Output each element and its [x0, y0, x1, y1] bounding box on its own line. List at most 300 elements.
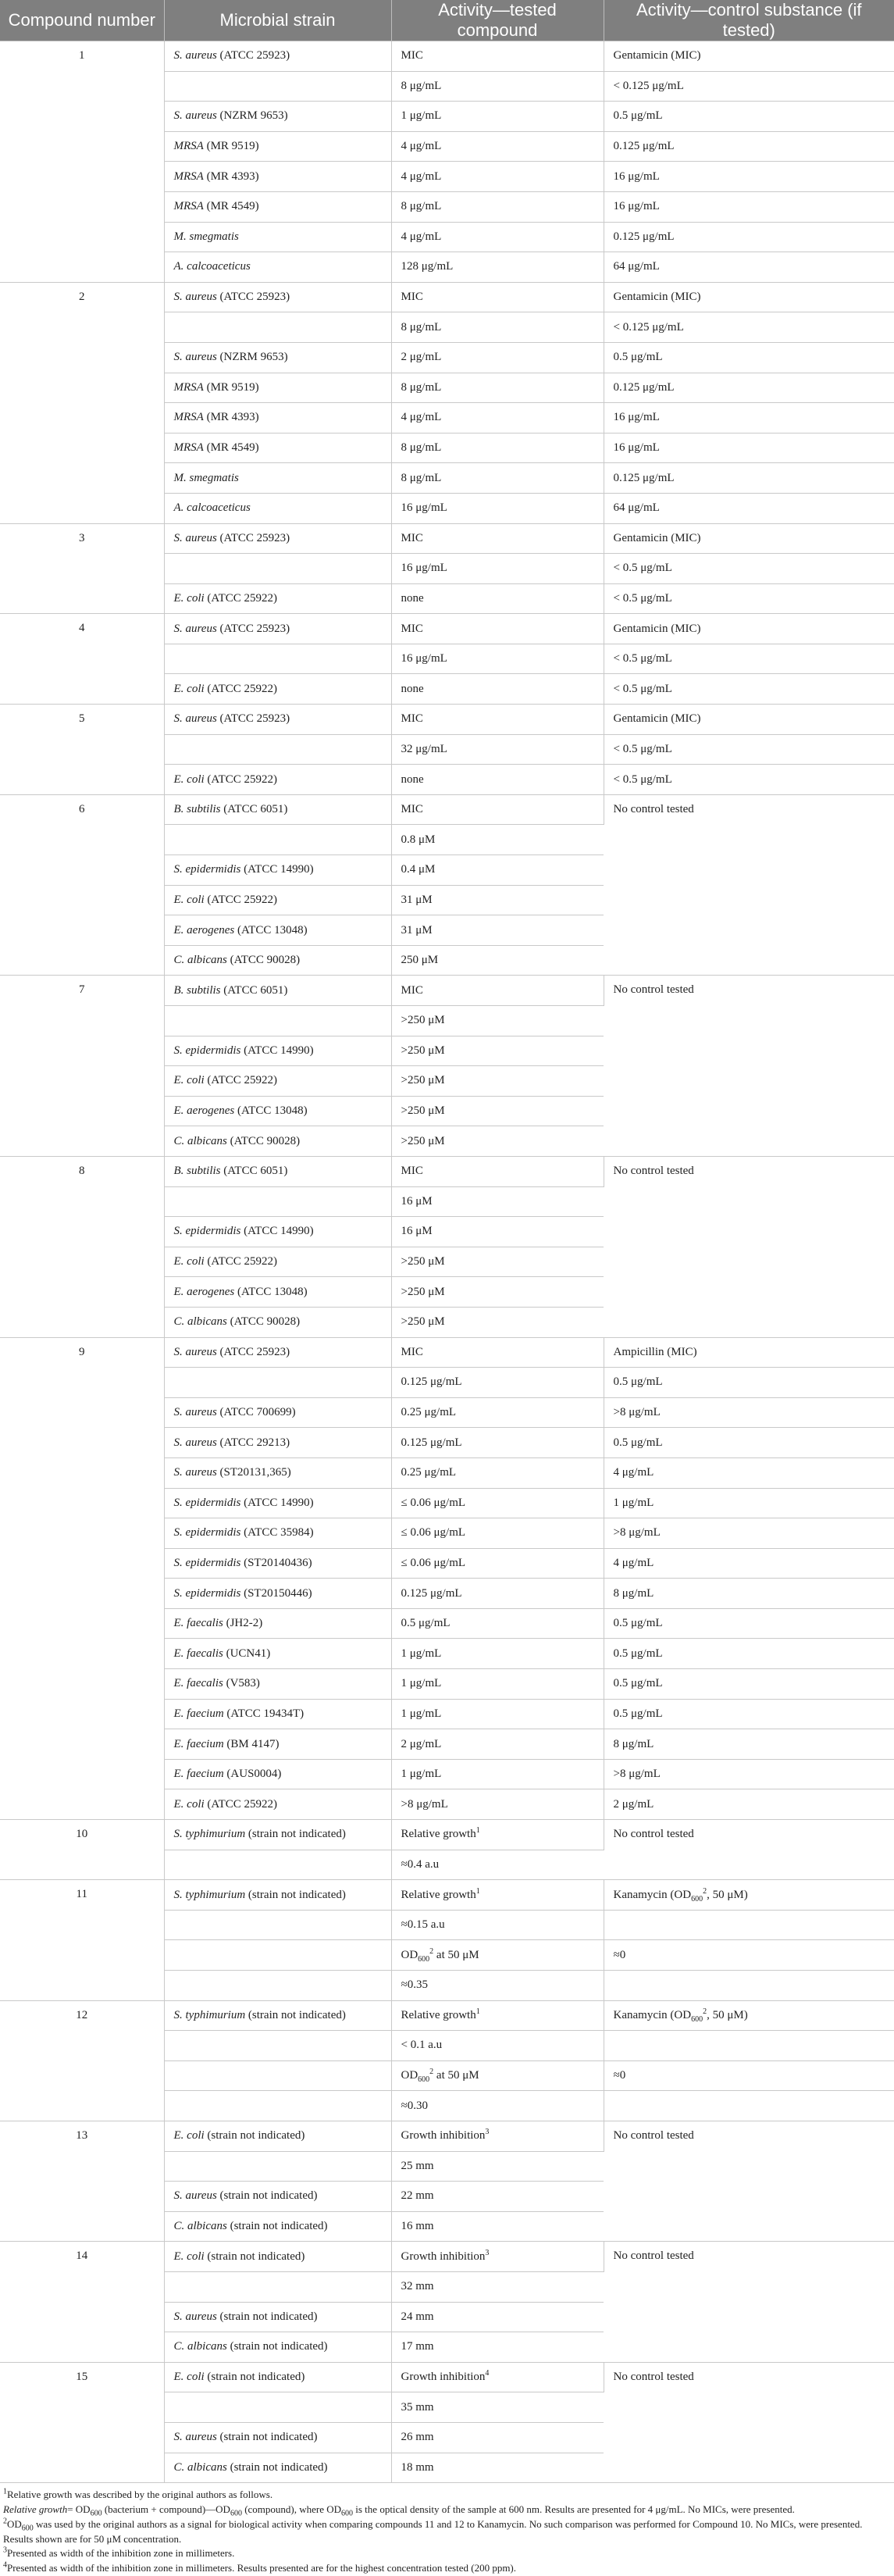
- compound-number: 5: [0, 705, 164, 795]
- activity-cell: [391, 2392, 604, 2423]
- activity-value: OD: [401, 1948, 419, 1961]
- activity-cell: [391, 1669, 604, 1700]
- control-value: ≈0: [613, 1948, 626, 1961]
- strain-species: S. aureus: [173, 2431, 217, 2444]
- activity-value: Growth inhibition: [401, 2129, 486, 2143]
- strain-cell: [164, 2182, 391, 2212]
- strain-species: S. aureus: [173, 1436, 217, 1449]
- table-body: [0, 41, 894, 2483]
- activity-cell: [391, 1639, 604, 1669]
- compound-number: 1: [0, 41, 164, 283]
- control-cell: [604, 614, 894, 644]
- activity-sup: 3: [485, 2248, 490, 2257]
- activity-value: 16 μM: [401, 1194, 433, 1208]
- strain-cell: [164, 2060, 391, 2091]
- activity-value: 1 μg/mL: [401, 1647, 442, 1660]
- activity-value: MIC: [401, 1165, 423, 1178]
- control-cell: [604, 252, 894, 283]
- control-value: < 0.5 μg/mL: [613, 772, 672, 786]
- activity-cell: [391, 915, 604, 946]
- control-cell: [604, 765, 894, 795]
- strain-species: S. aureus: [173, 291, 217, 304]
- table-row: [0, 2000, 894, 2031]
- strain-id: (strain not indicated): [245, 2008, 346, 2021]
- strain-cell: [164, 1579, 391, 1609]
- strain-cell: [164, 794, 391, 825]
- control-value: < 0.125 μg/mL: [613, 79, 684, 92]
- strain-cell: [164, 1669, 391, 1700]
- control-value: 0.125 μg/mL: [613, 471, 675, 484]
- strain-species: S. typhimurium: [173, 1828, 246, 1841]
- strain-species: S. aureus: [173, 109, 217, 123]
- strain-id: (BM 4147): [223, 1737, 280, 1750]
- strain-cell: [164, 1639, 391, 1669]
- activity-cell: [391, 433, 604, 463]
- strain-id: (ATCC 29213): [216, 1436, 290, 1449]
- strain-species: S. aureus: [173, 622, 217, 635]
- strain-id: (ATCC 14990): [240, 863, 314, 876]
- control-cell: [604, 162, 894, 192]
- activity-value: MIC: [401, 803, 423, 816]
- strain-species: M. smegmatis: [173, 230, 239, 243]
- control-cell: [604, 1548, 894, 1579]
- control-cell: [604, 705, 894, 735]
- activity-cell: [391, 2271, 604, 2302]
- strain-species: B. subtilis: [173, 983, 221, 997]
- strain-id: (strain not indicated): [245, 1828, 346, 1841]
- strain-species: M. smegmatis: [173, 471, 239, 484]
- strain-id: (ATCC 25923): [216, 622, 290, 635]
- strain-id: (ATCC 14990): [240, 1225, 314, 1238]
- control-value: ≈0: [613, 2069, 626, 2082]
- table-row: [0, 523, 894, 554]
- activity-value: 8 μg/mL: [401, 441, 442, 455]
- strain-cell: [164, 2422, 391, 2453]
- activity-cell: [391, 2182, 604, 2212]
- activity-cell: [391, 1850, 604, 1880]
- activity-value: 31 μM: [401, 923, 433, 937]
- activity-value: 4 μg/mL: [401, 169, 442, 183]
- activity-cell: [391, 1036, 604, 1066]
- control-value: 0.125 μg/mL: [613, 140, 675, 153]
- control-value: < 0.5 μg/mL: [613, 682, 672, 695]
- activity-cell: [391, 1488, 604, 1518]
- activity-value: MIC: [401, 622, 423, 635]
- activity-cell: [391, 554, 604, 584]
- control-tail: , 50 μM): [707, 1888, 748, 1901]
- strain-id: (ATCC 25923): [216, 291, 290, 304]
- strain-id: (JH2-2): [223, 1617, 263, 1630]
- activity-value: MIC: [401, 531, 423, 544]
- strain-id: (strain not indicated): [216, 2431, 318, 2444]
- activity-value: MIC: [401, 291, 423, 304]
- activity-value: 17 mm: [401, 2340, 434, 2353]
- control-value: < 0.5 μg/mL: [613, 591, 672, 605]
- control-cell: [604, 583, 894, 614]
- control-value: 8 μg/mL: [613, 1586, 654, 1600]
- strain-cell: [164, 885, 391, 915]
- activity-cell: [391, 1066, 604, 1097]
- control-value: 4 μg/mL: [613, 1466, 654, 1479]
- strain-cell: [164, 855, 391, 886]
- activity-cell: [391, 2332, 604, 2363]
- strain-species: S. aureus: [173, 1406, 217, 1419]
- activity-sub: 600: [418, 1954, 430, 1964]
- activity-cell: [391, 674, 604, 705]
- activity-sup: 4: [485, 2369, 490, 2378]
- compound-number: 7: [0, 976, 164, 1157]
- strain-species: C. albicans: [173, 2340, 227, 2353]
- activity-cell: [391, 1940, 604, 1971]
- strain-species: E. coli: [173, 2250, 205, 2263]
- strain-cell: [164, 1940, 391, 1971]
- control-value: 0.5 μg/mL: [613, 1647, 663, 1660]
- activity-cell: [391, 1217, 604, 1247]
- strain-species: MRSA: [173, 169, 204, 183]
- strain-cell: [164, 2453, 391, 2483]
- strain-cell: [164, 1186, 391, 1217]
- activity-cell: [391, 644, 604, 674]
- control-value: 1 μg/mL: [613, 1496, 654, 1509]
- control-sub: 600: [691, 2014, 703, 2024]
- control-cell: [604, 523, 894, 554]
- strain-cell: [164, 2151, 391, 2182]
- strain-species: E. coli: [173, 1797, 205, 1811]
- activity-value: 0.25 μg/mL: [401, 1466, 457, 1479]
- control-cell: [604, 1789, 894, 1820]
- activity-value: 1 μg/mL: [401, 1677, 442, 1690]
- control-value: 64 μg/mL: [613, 260, 660, 273]
- compound-number: 12: [0, 2000, 164, 2121]
- strain-cell: [164, 1337, 391, 1368]
- strain-cell: [164, 433, 391, 463]
- strain-cell: [164, 2242, 391, 2272]
- activity-value: 0.8 μM: [401, 833, 436, 846]
- control-value: 0.5 μg/mL: [613, 351, 663, 364]
- strain-id: (ATCC 700699): [216, 1406, 296, 1419]
- strain-cell: [164, 2211, 391, 2242]
- strain-species: S. aureus: [173, 49, 217, 62]
- activity-cell: [391, 191, 604, 222]
- activity-value: 0.125 μg/mL: [401, 1375, 462, 1389]
- strain-id: (ATCC 13048): [234, 1285, 308, 1298]
- strain-species: C. albicans: [173, 1315, 227, 1329]
- activity-value: < 0.1 a.u: [401, 2039, 443, 2052]
- activity-cell: [391, 403, 604, 433]
- activity-value: ≈0.35: [401, 1978, 428, 1992]
- strain-cell: [164, 1820, 391, 1850]
- control-cell: [604, 433, 894, 463]
- footnotes: [0, 2483, 894, 2576]
- control-value: Kanamycin (OD: [613, 2008, 692, 2021]
- control-cell: [604, 1699, 894, 1729]
- strain-cell: [164, 1247, 391, 1277]
- control-value: < 0.5 μg/mL: [613, 652, 672, 665]
- strain-cell: [164, 403, 391, 433]
- strain-id: (strain not indicated): [216, 2310, 318, 2323]
- control-value: 8 μg/mL: [613, 1737, 654, 1750]
- strain-id: (ATCC 25923): [216, 49, 290, 62]
- strain-cell: [164, 644, 391, 674]
- activity-cell: [391, 1699, 604, 1729]
- strain-id: (ATCC 90028): [226, 1134, 301, 1147]
- control-value: >8 μg/mL: [613, 1406, 661, 1419]
- activity-value: >250 μM: [401, 1044, 445, 1057]
- activity-value: ≈0.15 a.u: [401, 1918, 445, 1932]
- strain-species: S. aureus: [173, 712, 217, 726]
- strain-cell: [164, 252, 391, 283]
- activity-cell: [391, 1277, 604, 1308]
- control-value: 4 μg/mL: [613, 1556, 654, 1569]
- control-cell: [604, 1910, 894, 1940]
- strain-species: S. epidermidis: [173, 1586, 241, 1600]
- strain-species: E. coli: [173, 2129, 205, 2143]
- control-sup: 2: [703, 1886, 707, 1896]
- control-value: Gentamicin (MIC): [613, 622, 701, 635]
- control-cell: [604, 1639, 894, 1669]
- control-cell: [604, 191, 894, 222]
- activity-cell: [391, 2121, 604, 2151]
- strain-species: E. coli: [173, 1255, 205, 1268]
- strain-cell: [164, 1307, 391, 1337]
- strain-id: (ATCC 25922): [204, 682, 277, 695]
- activity-cell: [391, 1548, 604, 1579]
- control-value: 0.5 μg/mL: [613, 1617, 663, 1630]
- control-cell: [604, 1488, 894, 1518]
- control-value: 0.5 μg/mL: [613, 109, 663, 123]
- strain-cell: [164, 1548, 391, 1579]
- strain-cell: [164, 1126, 391, 1157]
- strain-species: MRSA: [173, 411, 204, 424]
- activity-cell: [391, 885, 604, 915]
- strain-cell: [164, 282, 391, 312]
- strain-cell: [164, 2000, 391, 2031]
- activity-value: >250 μM: [401, 1014, 445, 1027]
- strain-cell: [164, 102, 391, 132]
- strain-cell: [164, 614, 391, 644]
- activity-cell: [391, 825, 604, 855]
- activity-cell: [391, 2091, 604, 2121]
- control-cell: [604, 1880, 894, 1911]
- control-value: 64 μg/mL: [613, 501, 660, 515]
- activity-tail: at 50 μM: [433, 1948, 479, 1961]
- activity-value: none: [401, 772, 424, 786]
- control-value: 0.125 μg/mL: [613, 380, 675, 394]
- strain-cell: [164, 705, 391, 735]
- strain-cell: [164, 1518, 391, 1549]
- control-value: Gentamicin (MIC): [613, 712, 701, 726]
- strain-species: E. faecalis: [173, 1647, 223, 1660]
- control-value: Ampicillin (MIC): [613, 1345, 697, 1358]
- activity-cell: [391, 1006, 604, 1036]
- activity-value: Growth inhibition: [401, 2371, 486, 2384]
- strain-cell: [164, 1971, 391, 2001]
- strain-id: (strain not indicated): [216, 2189, 318, 2203]
- header-compound-number: Compound number: [0, 0, 164, 41]
- control-cell: No control tested: [604, 794, 894, 976]
- control-value: >8 μg/mL: [613, 1768, 661, 1781]
- activity-cell: [391, 583, 604, 614]
- strain-id: (ST20131,365): [216, 1466, 291, 1479]
- strain-id: (ATCC 25922): [204, 893, 277, 906]
- strain-cell: [164, 1910, 391, 1940]
- strain-cell: [164, 1428, 391, 1458]
- strain-id: (MR 9519): [203, 380, 259, 394]
- control-cell: No control tested: [604, 1156, 894, 1337]
- activity-cell: [391, 342, 604, 373]
- activity-value: 8 μg/mL: [401, 320, 442, 334]
- control-value: 16 μg/mL: [613, 441, 660, 455]
- control-cell: [604, 1729, 894, 1760]
- activity-cell: [391, 1971, 604, 2001]
- strain-species: S. aureus: [173, 531, 217, 544]
- compound-number: 6: [0, 794, 164, 976]
- strain-id: (MR 4393): [203, 411, 259, 424]
- activity-cell: [391, 523, 604, 554]
- activity-value: MIC: [401, 983, 423, 997]
- activity-cell: [391, 1096, 604, 1126]
- strain-id: (ATCC 6051): [220, 1165, 288, 1178]
- activity-cell: [391, 614, 604, 644]
- strain-cell: [164, 915, 391, 946]
- activity-cell: [391, 1307, 604, 1337]
- strain-cell: [164, 825, 391, 855]
- activity-value: >250 μM: [401, 1074, 445, 1087]
- strain-species: S. epidermidis: [173, 1496, 241, 1509]
- activity-cell: [391, 282, 604, 312]
- activity-value: 35 mm: [401, 2400, 434, 2414]
- strain-cell: [164, 2091, 391, 2121]
- strain-id: (MR 4549): [203, 200, 259, 213]
- activity-cell: [391, 1820, 604, 1850]
- strain-cell: [164, 1850, 391, 1880]
- activity-value: >250 μM: [401, 1104, 445, 1118]
- strain-cell: [164, 342, 391, 373]
- strain-species: E. coli: [173, 893, 205, 906]
- strain-id: (MR 4549): [203, 441, 259, 455]
- activity-value: 8 μg/mL: [401, 380, 442, 394]
- activity-value: ≈0.30: [401, 2099, 428, 2112]
- control-value: 2 μg/mL: [613, 1797, 654, 1811]
- activity-cell: [391, 2453, 604, 2483]
- strain-id: (NZRM 9653): [216, 351, 288, 364]
- strain-cell: [164, 945, 391, 976]
- table-row: [0, 282, 894, 312]
- strain-species: E. faecium: [173, 1737, 224, 1750]
- control-cell: [604, 2060, 894, 2091]
- activity-value: none: [401, 591, 424, 605]
- strain-cell: [164, 734, 391, 765]
- activity-cell: [391, 162, 604, 192]
- strain-cell: [164, 1066, 391, 1097]
- activity-value: >250 μM: [401, 1285, 445, 1298]
- strain-id: (ATCC 90028): [226, 1315, 301, 1329]
- strain-id: (ATCC 35984): [240, 1526, 314, 1540]
- control-value: 0.125 μg/mL: [613, 230, 675, 243]
- strain-id: (ATCC 6051): [220, 803, 288, 816]
- control-cell: [604, 403, 894, 433]
- strain-id: (ATCC 13048): [234, 923, 308, 937]
- strain-id: (ATCC 6051): [220, 983, 288, 997]
- strain-cell: [164, 554, 391, 584]
- footnote-4: $^4$Presented as width of the inhibition zone in millimeters. Results presented are for the highest concentration tested (200 ppm).: [3, 2560, 517, 2574]
- compound-number: 10: [0, 1820, 164, 1880]
- control-cell: [604, 1337, 894, 1368]
- strain-species: E. coli: [173, 682, 205, 695]
- strain-id: (strain not indicated): [226, 2460, 328, 2474]
- activity-value: MIC: [401, 49, 423, 62]
- activity-cell: [391, 373, 604, 403]
- strain-id: (AUS0004): [223, 1768, 282, 1781]
- activity-value: 4 μg/mL: [401, 140, 442, 153]
- strain-cell: [164, 463, 391, 494]
- activity-cell: [391, 252, 604, 283]
- strain-cell: [164, 523, 391, 554]
- strain-cell: [164, 1699, 391, 1729]
- footnote-1: $^1$Relative growth was described by the original authors as follows.: [3, 2487, 273, 2501]
- strain-species: E. coli: [173, 1074, 205, 1087]
- footnote-2: $^2OD_{600}$ was used by the original authors as a signal for biological activity when comparing compounds 11 and 12 to Kanamycin. No such comparison was performed for Compound 10. No MICs, were presented. Results shown are for 50 μM concentration.: [3, 2517, 863, 2545]
- activity-value: 16 μg/mL: [401, 562, 447, 575]
- control-cell: [604, 1669, 894, 1700]
- activity-value: 32 μg/mL: [401, 742, 447, 755]
- control-cell: [604, 1940, 894, 1971]
- table-row: [0, 2121, 894, 2151]
- table-row: [0, 705, 894, 735]
- control-cell: [604, 644, 894, 674]
- control-cell: [604, 1368, 894, 1398]
- strain-species: S. typhimurium: [173, 2008, 246, 2021]
- strain-id: (V583): [223, 1677, 260, 1690]
- activity-value: 1 μg/mL: [401, 1768, 442, 1781]
- strain-species: C. albicans: [173, 954, 227, 967]
- strain-id: (ATCC 13048): [234, 1104, 308, 1118]
- activity-value: >8 μg/mL: [401, 1797, 448, 1811]
- strain-species: S. epidermidis: [173, 1526, 241, 1540]
- table-row: [0, 1820, 894, 1850]
- compound-number: 15: [0, 2362, 164, 2482]
- activity-value: 16 μg/mL: [401, 501, 447, 515]
- activity-value: 31 μM: [401, 893, 433, 906]
- activity-cell: [391, 794, 604, 825]
- activity-sup: 2: [429, 1946, 434, 1956]
- control-cell: No control tested: [604, 976, 894, 1157]
- compound-number: 3: [0, 523, 164, 614]
- strain-species: C. albicans: [173, 2220, 227, 2233]
- activity-cell: [391, 71, 604, 102]
- activity-value: Growth inhibition: [401, 2250, 486, 2263]
- activity-value: 24 mm: [401, 2310, 434, 2323]
- strain-species: S. typhimurium: [173, 1888, 246, 1901]
- strain-cell: [164, 1006, 391, 1036]
- activity-cell: [391, 1337, 604, 1368]
- activity-value: 1 μg/mL: [401, 1707, 442, 1720]
- activity-value: MIC: [401, 712, 423, 726]
- strain-species: S. epidermidis: [173, 1556, 241, 1569]
- activity-value: ≈0.4 a.u: [401, 1857, 440, 1871]
- strain-id: (ST20140436): [240, 1556, 312, 1569]
- strain-id: (UCN41): [223, 1647, 271, 1660]
- strain-species: S. aureus: [173, 1345, 217, 1358]
- activity-cell: [391, 1910, 604, 1940]
- strain-cell: [164, 1217, 391, 1247]
- activity-value: 1 μg/mL: [401, 109, 442, 123]
- activity-value: OD: [401, 2069, 419, 2082]
- activity-value: >250 μM: [401, 1255, 445, 1268]
- activity-cell: [391, 976, 604, 1006]
- strain-species: E. aerogenes: [173, 1104, 235, 1118]
- activity-cell: [391, 312, 604, 343]
